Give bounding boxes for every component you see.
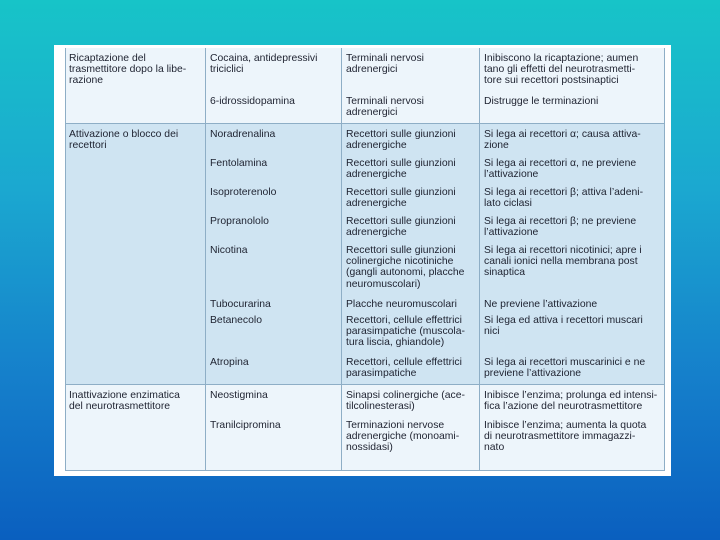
action-cell: Si lega ai recettori α, ne previene l’attivazione	[484, 158, 637, 181]
column-divider	[65, 48, 66, 471]
column-divider	[341, 48, 342, 471]
action-cell: Si lega ai recettori β; ne previene l’attivazione	[484, 216, 637, 239]
action-cell: Si lega ai recettori α; causa attiva- zione	[484, 129, 641, 152]
category-cell: Ricaptazione del trasmettitore dopo la libe- razione	[69, 53, 187, 87]
row-divider	[65, 470, 665, 471]
drug-cell: Noradrenalina	[210, 129, 276, 140]
neurotransmitter-table	[65, 48, 665, 471]
drug-cell: Tranilcipromina	[210, 420, 281, 431]
section-enzymatic	[65, 385, 665, 471]
action-cell: Si lega ed attiva i recettori muscari nici	[484, 315, 643, 338]
drug-cell: 6-idrossidopamina	[210, 96, 295, 107]
action-cell: Si lega ai recettori nicotinici; apre i canali ionici nella membrana post sinaptica	[484, 245, 642, 279]
site-cell: Sinapsi colinergiche (ace- tilcolinesterasi)	[346, 390, 465, 413]
drug-cell: Betanecolo	[210, 315, 262, 326]
row-divider	[65, 123, 665, 124]
drug-cell: Isoproterenolo	[210, 187, 277, 198]
drug-cell: Neostigmina	[210, 390, 268, 401]
action-cell: Si lega ai recettori muscarinici e ne previene l’attivazione	[484, 357, 646, 380]
action-cell: Ne previene l’attivazione	[484, 299, 598, 310]
site-cell: Recettori sulle giunzioni adrenergiche	[346, 187, 456, 210]
section-reuptake	[65, 48, 665, 123]
category-cell: Inattivazione enzimatica del neurotrasmettitore	[69, 390, 180, 413]
site-cell: Placche neuromuscolari	[346, 299, 457, 310]
site-cell: Terminazioni nervose adrenergiche (monoami- nossidasi)	[346, 420, 460, 454]
column-divider	[205, 48, 206, 471]
action-cell: Inibiscono la ricaptazione; aumen tano gli effetti del neurotrasmetti- tore sui recettori postsinaptici	[484, 53, 639, 87]
site-cell: Recettori, cellule effettrici parasimpatiche	[346, 357, 462, 380]
site-cell: Terminali nervosi adrenergici	[346, 96, 424, 119]
drug-cell: Cocaina, antidepressivi triciclici	[210, 53, 318, 76]
drug-cell: Nicotina	[210, 245, 248, 256]
table-page	[54, 45, 671, 476]
action-cell: Inibisce l’enzima; aumenta la quota di neurotrasmettitore immagazzi- nato	[484, 420, 647, 454]
action-cell: Distrugge le terminazioni	[484, 96, 599, 107]
category-cell: Attivazione o blocco dei recettori	[69, 129, 179, 152]
site-cell: Recettori sulle giunzioni adrenergiche	[346, 158, 456, 181]
site-cell: Recettori sulle giunzioni adrenergiche	[346, 216, 456, 239]
drug-cell: Fentolamina	[210, 158, 268, 169]
drug-cell: Tubocurarina	[210, 299, 271, 310]
site-cell: Recettori sulle giunzioni colinergiche nicotiniche (gangli autonomi, placche neuromuscolari)	[346, 245, 465, 290]
drug-cell: Propranololo	[210, 216, 269, 227]
site-cell: Terminali nervosi adrenergici	[346, 53, 424, 76]
site-cell: Recettori sulle giunzioni adrenergiche	[346, 129, 456, 152]
column-divider	[479, 48, 480, 471]
action-cell: Inibisce l’enzima; prolunga ed intensi- fica l’azione del neurotrasmettitore	[484, 390, 658, 413]
drug-cell: Atropina	[210, 357, 249, 368]
section-receptors	[65, 124, 665, 384]
action-cell: Si lega ai recettori β; attiva l’adeni- lato ciclasi	[484, 187, 644, 210]
row-divider	[65, 384, 665, 385]
column-divider	[664, 48, 665, 471]
site-cell: Recettori, cellule effettrici parasimpatiche (muscola- tura liscia, ghiandole)	[346, 315, 465, 349]
